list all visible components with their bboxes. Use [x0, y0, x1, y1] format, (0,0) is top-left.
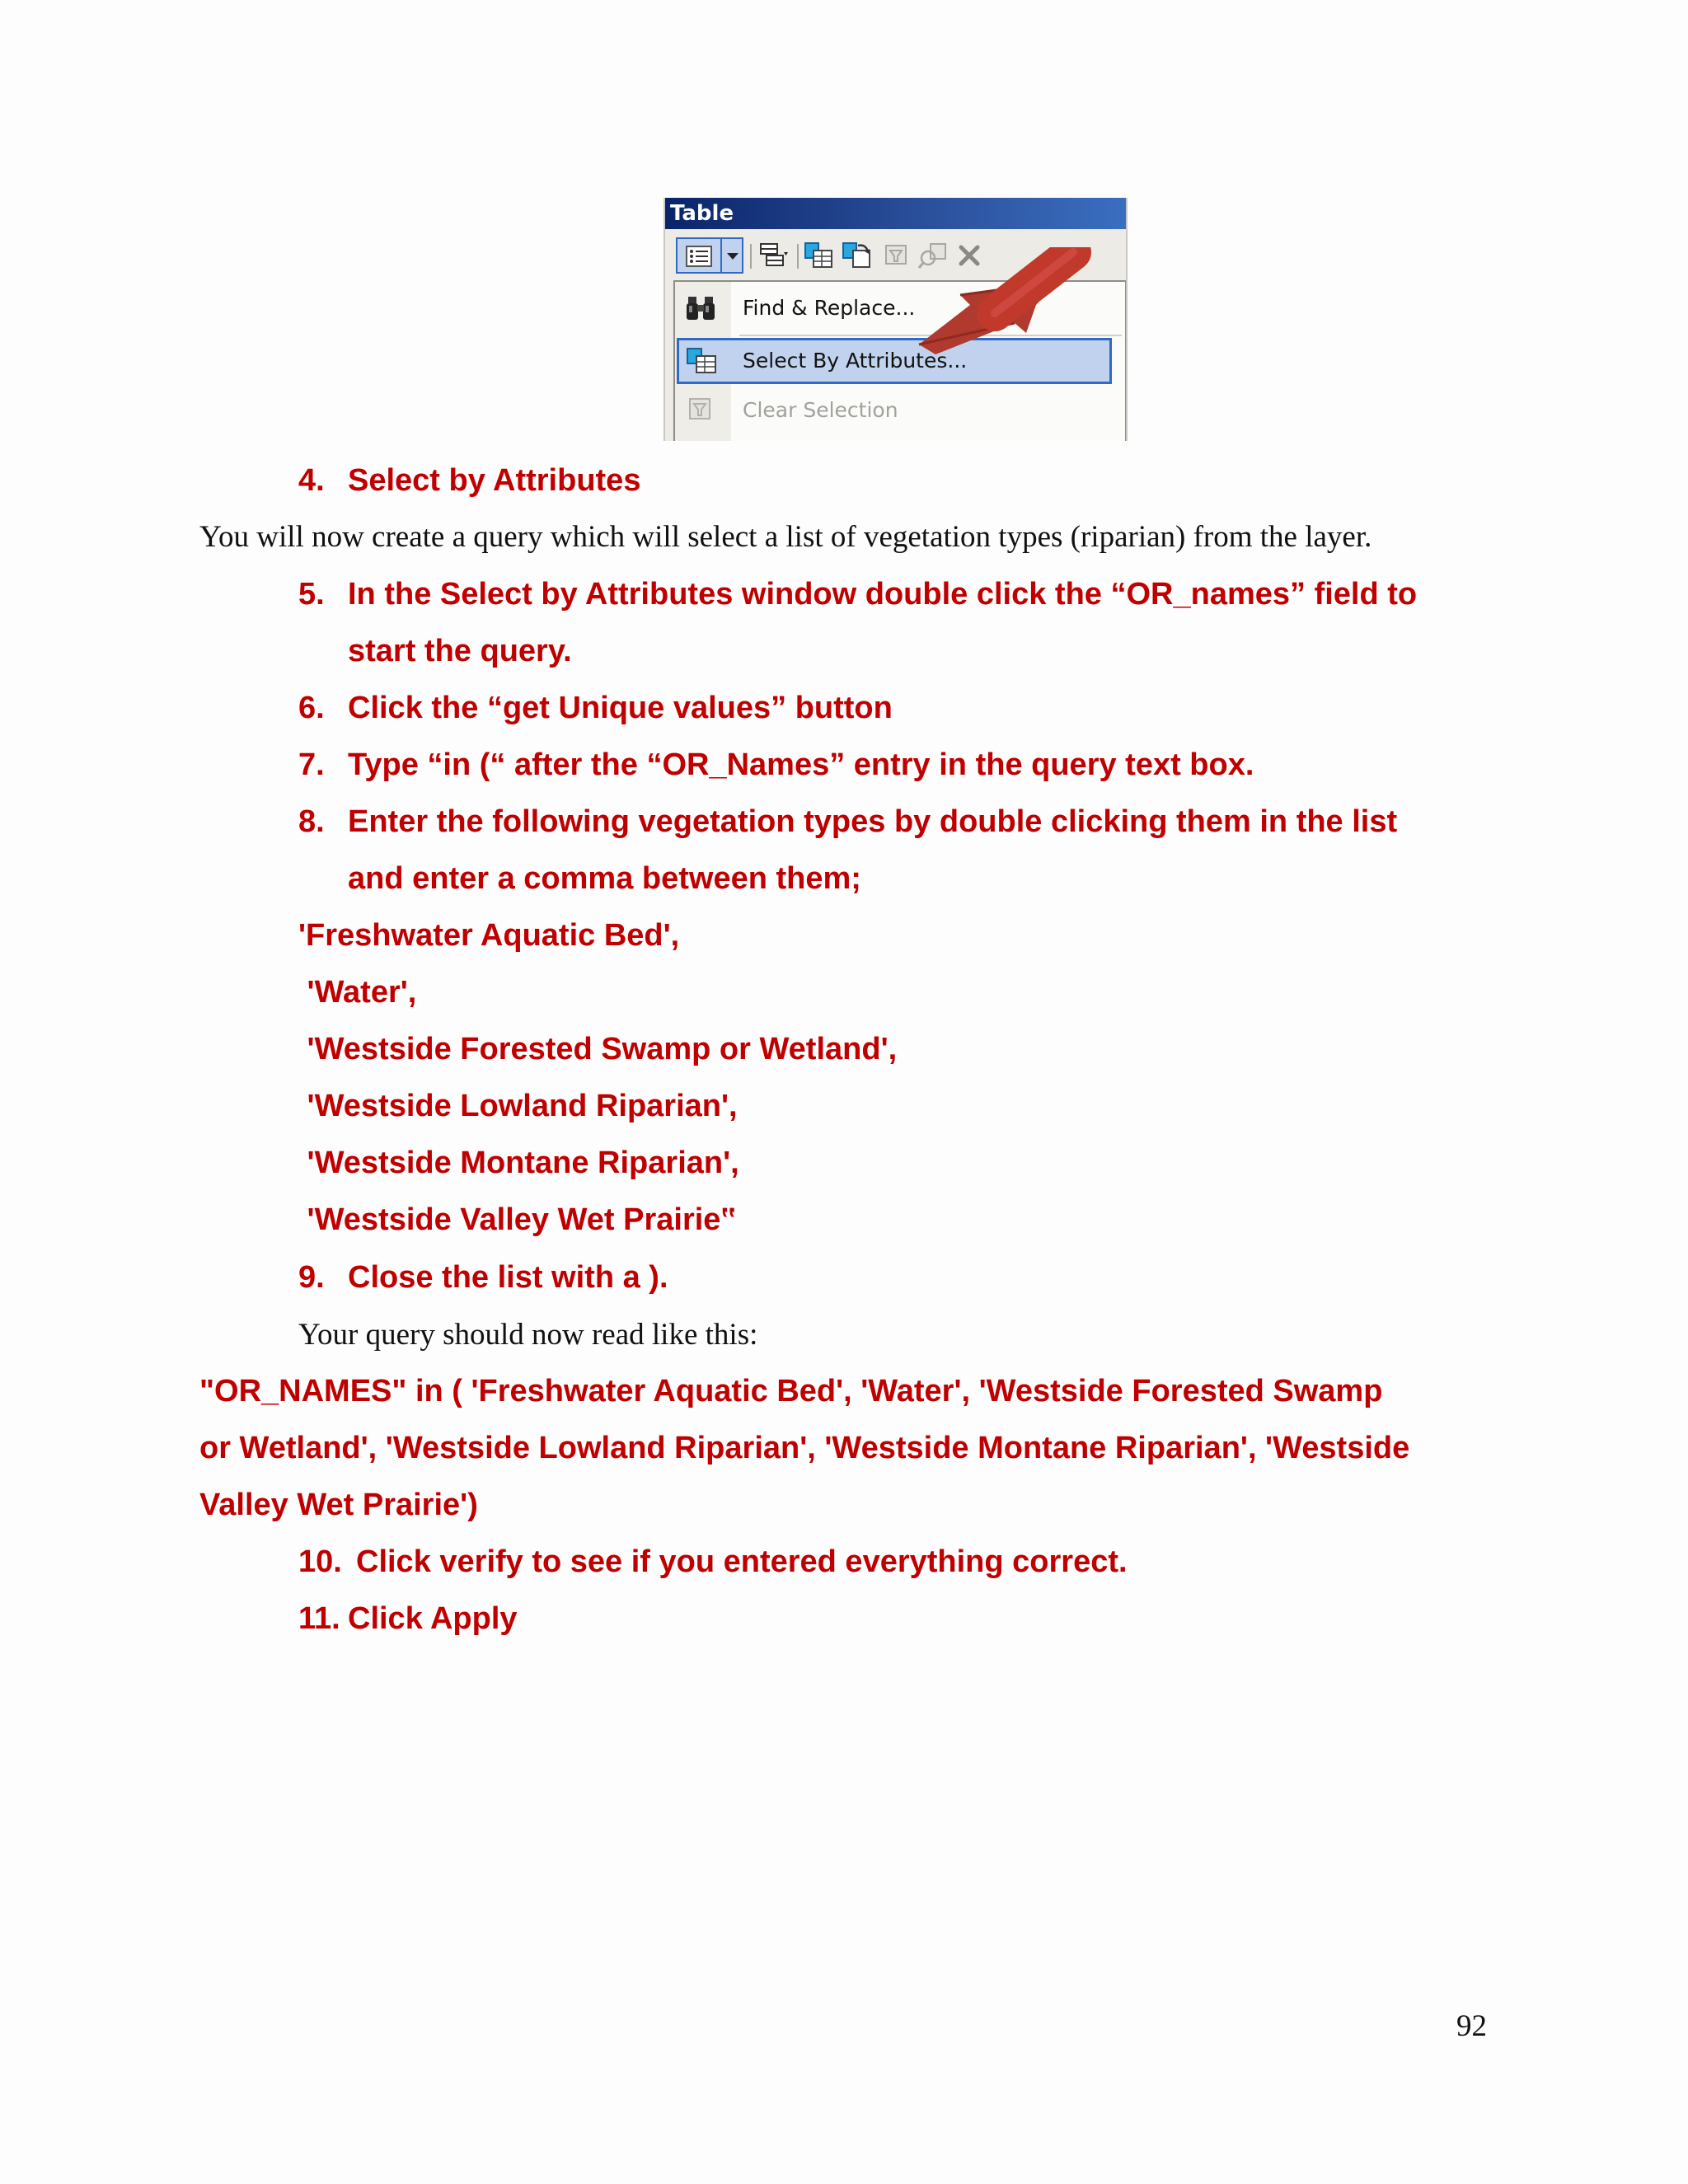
- menu-item-label: Find & Replace...: [743, 296, 916, 320]
- clear-selection-icon[interactable]: [881, 241, 912, 270]
- table-options-icon: [686, 246, 712, 267]
- step-text-continued: start the query.: [348, 634, 572, 668]
- veg-type-item: 'Westside Forested Swamp or Wetland',: [298, 1032, 898, 1066]
- query-line: "OR_NAMES" in ( 'Freshwater Aquatic Bed', 'Water', 'Westside Forested Swamp: [199, 1374, 1383, 1408]
- step-text: Enter the following vegetation types by double clicking them in the list: [348, 804, 1398, 839]
- step-text-continued: and enter a comma between them;: [348, 861, 861, 896]
- binoculars-icon: [685, 293, 718, 323]
- intro-paragraph: You will now create a query which will select a list of vegetation types (riparian) from the layer.: [199, 520, 1372, 554]
- red-pointer-arrow-icon: [912, 247, 1118, 354]
- step-text: Close the list with a ).: [348, 1260, 668, 1295]
- page-number: 92: [1456, 2009, 1487, 2043]
- veg-type-item: 'Westside Montane Riparian',: [298, 1146, 739, 1180]
- veg-type-item: 'Westside Lowland Riparian',: [298, 1089, 738, 1123]
- table-icon: [685, 438, 715, 441]
- step-text: Click Apply: [348, 1601, 518, 1636]
- step-text: Select by Attributes: [348, 463, 641, 498]
- chevron-down-icon: [727, 253, 738, 260]
- step-text: Click verify to see if you entered everything correct.: [356, 1544, 1128, 1579]
- select-by-attributes-icon: [686, 346, 719, 376]
- query-line: or Wetland', 'Westside Lowland Riparian', 'Westside Montane Riparian', 'Westside: [199, 1431, 1410, 1465]
- table-options-dropdown[interactable]: [676, 237, 743, 274]
- query-intro: Your query should now read like this:: [298, 1318, 758, 1352]
- step-text: Click the “get Unique values” button: [348, 691, 893, 725]
- step-text: Type “in (“ after the “OR_Names” entry in the query text box.: [348, 748, 1254, 782]
- related-tables-icon[interactable]: [758, 241, 790, 270]
- toolbar-separator: [797, 244, 799, 269]
- menu-item-label: Clear Selection: [743, 398, 898, 422]
- veg-type-item: 'Westside Valley Wet Prairie‟: [298, 1202, 737, 1237]
- menu-item-label: Select By Attributes...: [743, 349, 968, 373]
- menu-item-clear-selection[interactable]: [675, 387, 1125, 434]
- select-by-attributes-icon[interactable]: [804, 241, 835, 270]
- query-line: Valley Wet Prairie'): [199, 1488, 478, 1522]
- table-menu-screenshot: [663, 198, 1128, 441]
- clear-selection-icon: [685, 396, 718, 425]
- step-text: In the Select by Attributes window double click the “OR_names” field to: [348, 577, 1418, 612]
- veg-type-item: 'Water',: [298, 975, 417, 1010]
- veg-type-item: 'Freshwater Aquatic Bed',: [298, 918, 680, 953]
- switch-selection-icon[interactable]: [842, 241, 873, 270]
- toolbar-separator: [750, 244, 752, 269]
- window-title: Table: [665, 198, 1126, 229]
- document-page: Table Find & Replace... Select By Attributes... Clear Selection 4. Select by Attributes You will now create a query which will select a list of vegetation types (riparian) from the layer. 5. In the Select by Attributes window double click the “OR_names” field to start the query. 6. Click the “get Unique values” button 7. Type “in (“ after the “OR_Names” entry in the query text box. 8. Enter the following vegetation types by double clicking them in the list and enter a comma between them; 'Freshwater Aquatic Bed', 'Water', 'Westside Forested Swamp or Wetland', 'Westside Lowland Riparian', 'Westside Montane Riparian', 'Westside Valley Wet Prairie‟ 9. Close the list with a ). Your query should now read like this: "OR_NAMES" in ( 'Freshwater Aquatic Bed', 'Water', 'Westside Forested Swamp or Wetland', 'Westside Lowland Riparian', 'Westside Montane Riparian', 'Westside Valley Wet Prairie') 10. Click verify to see if you entered everything correct. 11. Click Apply 92: [0, 0, 1688, 2184]
